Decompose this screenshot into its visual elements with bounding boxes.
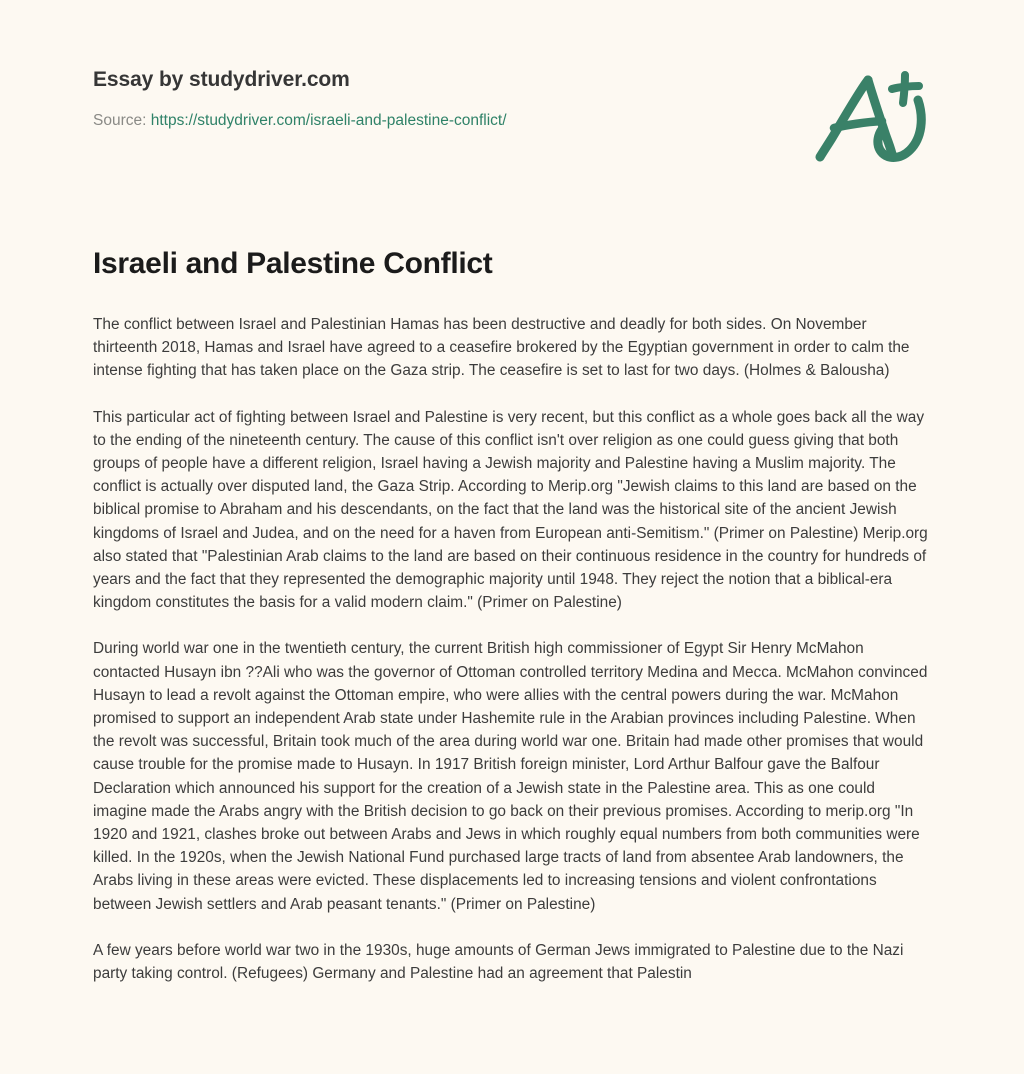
a-plus-logo-icon	[806, 62, 938, 174]
page-title: Israeli and Palestine Conflict	[93, 247, 493, 280]
page-header	[0, 0, 1024, 200]
paragraph-2: This particular act of fighting between Israel and Palestine is very recent, but this conflict as a whole goes back all the way to the ending of the nineteenth century. The cause of this conflict isn't over religion as one could guess giving that both groups of people have a different religion, Israel having a Jewish majority and Palestine having a Muslim majority. The conflict is actually over disputed land, the Gaza Strip. According to Merip.org "Jewish claims to this land are based on the biblical promise to Abraham and his descendants, on the fact that the land was the historical site of the ancient Jewish kingdoms of Israel and Judea, and on the need for a haven from European anti-Semitism." (Primer on Palestine) Merip.org also stated that "Palestinian Arab claims to the land are based on their continuous residence in the country for hundreds of years and the fact that they represented the demographic majority until 1948. They reject the notion that a biblical-era kingdom constitutes the basis for a valid modern claim." (Primer on Palestine)	[93, 408, 928, 612]
paragraph-4: A few years before world war two in the 1930s, huge amounts of German Jews immigrated to Palestine due to the Nazi party taking control. (Refugees) Germany and Palestine had an agreement that Palestin	[93, 941, 904, 983]
paragraph-3: During world war one in the twentieth century, the current British high commissioner of Egypt Sir Henry McMahon contacted Husayn ibn ??Ali who was the governor of Ottoman controlled territory Medina and Mecca. McMahon convinced Husayn to lead a revolt against the Ottoman empire, who were allies with the central powers during the war. McMahon promised to support an independent Arab state under Hashemite rule in the Arabian provinces including Palestine. When the revolt was successful, Britain took much of the area during world war one. Britain had made other promises that would cause trouble for the promise made to Husayn. In 1917 British foreign minister, Lord Arthur Balfour gave the Balfour Declaration which announced his support for the creation of a Jewish state in the Palestine area. This as one could imagine made the Arabs angry with the British decision to go back on their previous promises. According to merip.org "In 1920 and 1921, clashes broke out between Arabs and Jews in which roughly equal numbers from both communities were killed. In the 1920s, when the Jewish National Fund purchased large tracts of land from absentee Arab landowners, the Arabs living in these areas were evicted. These displacements led to increasing tensions and violent confrontations between Jewish settlers and Arab peasant tenants." (Primer on Palestine)	[93, 640, 928, 913]
essay-byline: Essay by studydriver.com	[93, 68, 350, 91]
paragraph-1: The conflict between Israel and Palestinian Hamas has been destructive and deadly for both sides. On November thirteenth 2018, Hamas and Israel have agreed to a ceasefire brokered by the Egyptian government in order to calm the intense fighting that has taken place on the Gaza strip. The ceasefire is set to last for two days. (Holmes & Balousha)	[93, 316, 910, 380]
source-line	[93, 111, 507, 131]
source-label: Source:	[93, 112, 151, 129]
essay-body	[93, 313, 933, 985]
studydriver-a-plus-logo	[806, 62, 938, 174]
source-url-link[interactable]: https://studydriver.com/israeli-and-palestine-conflict/	[150, 112, 507, 129]
header-text-block	[93, 66, 507, 131]
